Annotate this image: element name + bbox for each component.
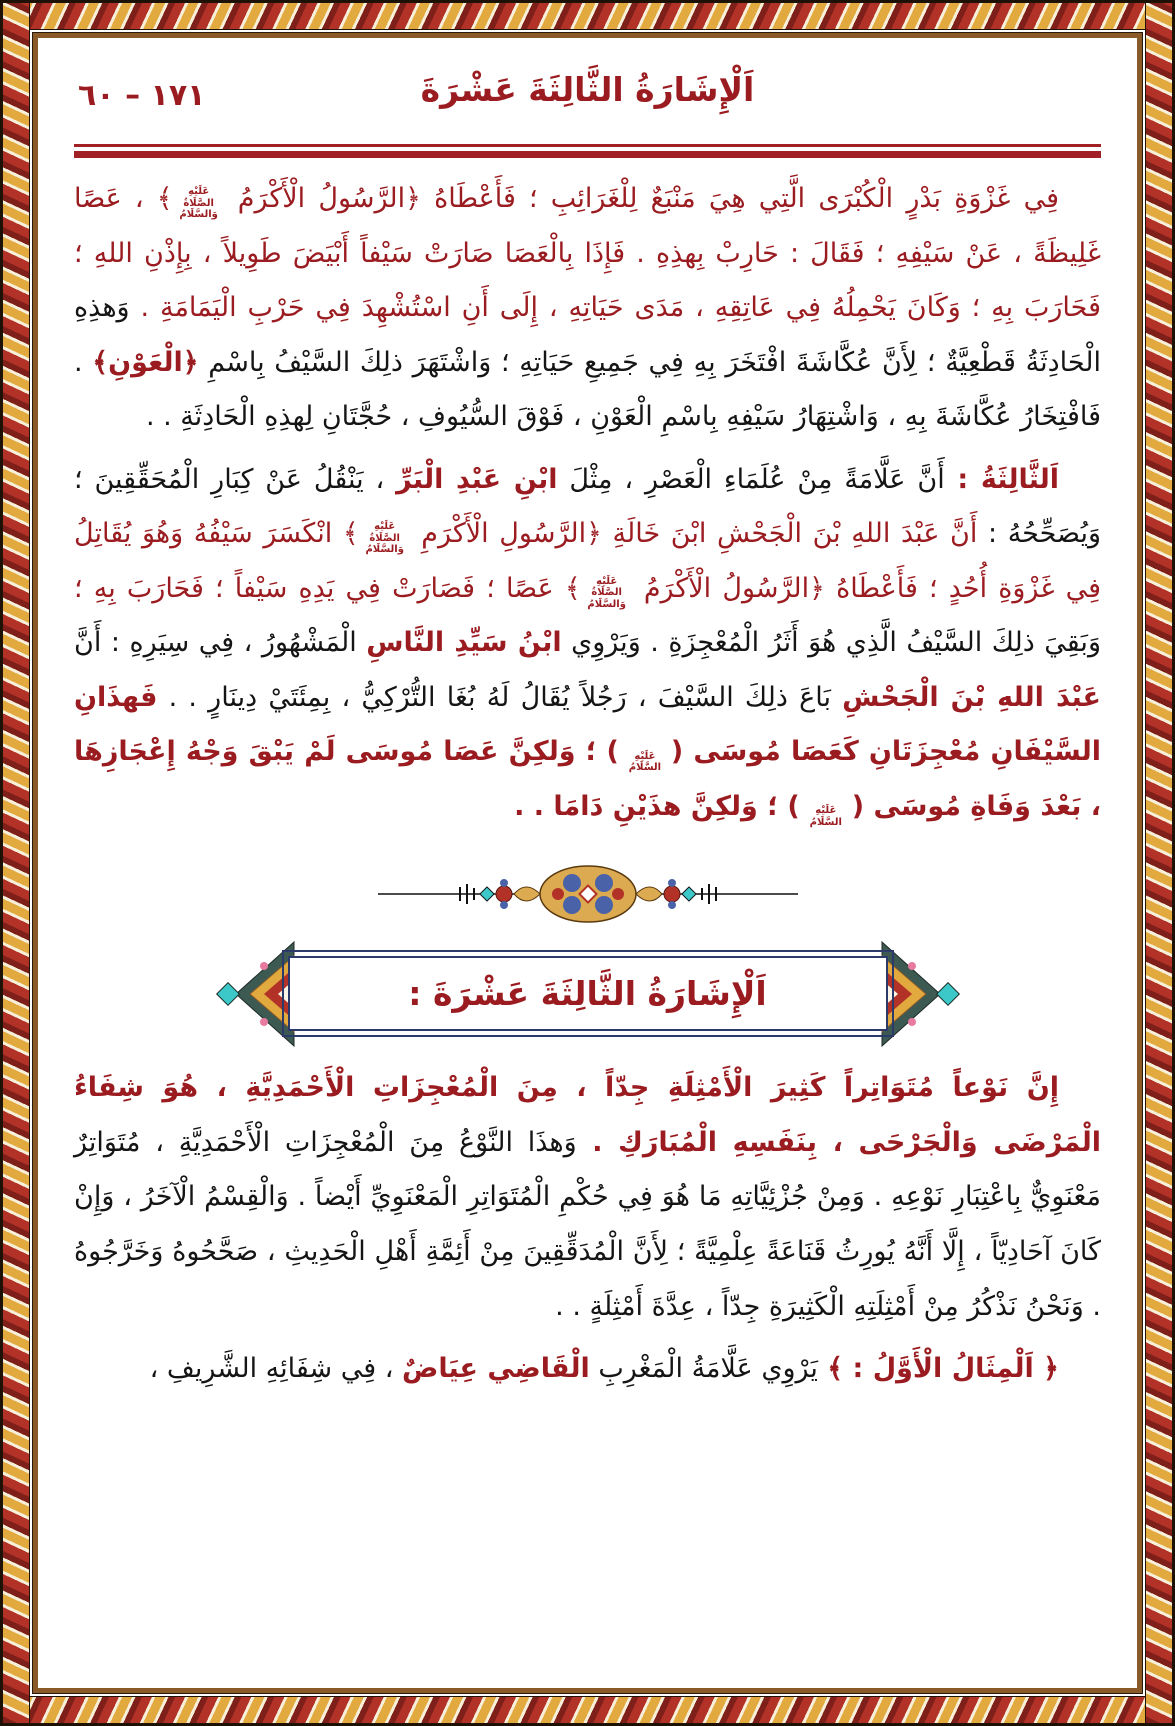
floral-finial-icon: [212, 936, 296, 1052]
text-segment: ﴿ اَلْمِثَالُ الْأَوَّلُ : ﴾: [817, 1353, 1059, 1385]
text-segment: فَهذَانِ السَّيْفَانِ مُعْجِزَتَانِ كَعَصَا مُوسَى (: [74, 681, 1101, 768]
text-segment: الْقَاضِي عِيَاضٌ: [402, 1353, 590, 1385]
page-number: ١٧١ – ٦٠: [78, 78, 206, 113]
body-text-lower: [74, 1061, 1101, 1396]
divider-ornament-icon: [373, 862, 803, 926]
section-heading-box: [288, 956, 888, 1031]
text-segment: أَنَّ عَبْدَ اللهِ بْنَ الْجَحْشِ ابْنَ خَالَةِ ﴿الرَّسُولِ الْأَكْرَمِ: [410, 518, 978, 550]
text-segment: ابْنِ عَبْدِ الْبَرِّ: [396, 463, 558, 495]
text-segment: وَهذِهِ الْحَادِثَةُ قَطْعِيَّةٌ ؛ لِأَنَّ عُكَّاشَةَ افْتَخَرَ بِهِ فِي جَمِيعِ حَيَاتِهِ ؛ وَاشْتَهَرَ ذلِكَ السَّيْفُ بِاسْمِ: [74, 292, 1101, 378]
text-segment: إِنَّ نَوْعاً مُتَوَاتِراً كَثِيرَ الْأَمْثِلَةِ جِدّاً ، مِنَ الْمُعْجِزَاتِ الْأَحْمَدِيَّةِ ، هُوَ شِفَاءُ الْمَرْضَى وَالْجَرْحَى ، بِنَفَسِهِ الْمُبَارَكِ .: [74, 1072, 1101, 1158]
text-segment: ، فِي شِفَائِهِ الشَّرِيفِ ،: [149, 1353, 403, 1385]
blessing-seal: عَلَيْهِ السَّلَامُ: [628, 750, 662, 774]
blessing-seal: عَلَيْهِ الصَّلَاةُ وَالسَّلَامُ: [365, 521, 404, 556]
text-segment: فِي غَزْوَةِ بَدْرٍ الْكُبْرَى الَّتِي هِيَ مَنْبَعٌ لِلْغَرَائِبِ ؛ فَأَعْطَاهُ ﴿الرَّسُولُ الْأَكْرَمُ: [224, 183, 1059, 214]
page-header: [74, 66, 1101, 132]
section-heading-title: اَلْإِشَارَةُ الثَّالِثَةَ عَشْرَةَ :: [288, 956, 888, 1031]
text-segment: الْمَشْهُورُ ، فِي سِيَرِهِ : أَنَّ: [74, 627, 367, 659]
braid-border-right: [1145, 2, 1173, 1724]
blessing-seal: عَلَيْهِ الصَّلَاةُ وَالسَّلَامُ: [587, 575, 626, 610]
text-segment: عَبْدَ اللهِ بْنَ الْجَحْشِ: [842, 681, 1101, 713]
paragraph: [74, 1061, 1101, 1334]
text-segment: بَاعَ ذلِكَ السَّيْفَ ، رَجُلاً يُقَالُ لَهُ بُغَا التُّرْكِيُّ ، بِمِئَتَيْ دِينَارٍ . .: [157, 681, 843, 713]
blessing-seal: عَلَيْهِ الصَّلَاةُ وَالسَّلَامُ: [179, 186, 218, 220]
text-segment: ﴿الْعَوْنِ﴾: [92, 346, 199, 378]
braid-border-left: [2, 2, 30, 1724]
page-title: اَلْإِشَارَةُ الثَّالِثَةَ عَشْرَةَ: [420, 70, 755, 109]
braid-border-bottom: [2, 1696, 1173, 1724]
header-rule-thin: [74, 144, 1101, 147]
text-segment: ) ؛ وَلكِنَّ عَصَا مُوسَى لَمْ يَبْقَ وَجْهُ إِعْجَازِهَا ، بَعْدَ وَفَاةِ مُوسَى (: [74, 736, 1101, 822]
text-segment: ابْنُ سَيِّدِ النَّاسِ: [366, 627, 562, 659]
text-segment: ﴾ عَصًا ؛ فَصَارَتْ فِي يَدِهِ سَيْفاً ؛ فَحَارَبَ بِهِ ؛: [74, 572, 581, 604]
text-segment: أَنَّ عَلَّامَةً مِنْ عُلَمَاءِ الْعَصْرِ ، مِثْلَ: [557, 463, 945, 495]
braid-border-top: [2, 2, 1173, 30]
paragraph: [74, 1342, 1101, 1397]
text-segment: اَلثَّالِثَةُ :: [944, 463, 1060, 495]
text-segment: . فَافْتِخَارُ عُكَّاشَةَ بِهِ ، وَاشْتِهَارُ سَيْفِهِ بِاسْمِ الْعَوْنِ ، فَوْقَ السُّيُوفِ ، حُجَّتَانِ لِهذِهِ الْحَادِثَةِ . .: [74, 346, 1101, 433]
blessing-seal: عَلَيْهِ السَّلَامُ: [809, 805, 842, 828]
text-segment: يَرْوِي عَلَّامَةُ الْمَغْرِبِ: [589, 1353, 818, 1385]
text-segment: ) ؛ وَلكِنَّ هذَيْنِ دَامَا . .: [514, 790, 800, 822]
text-segment: ﴾ ، عَصًا غَلِيظَةً ، عَنْ سَيْفِهِ ؛ فَقَالَ : حَارِبْ بِهذِهِ . فَإِذَا بِالْعَصَا صَارَتْ سَيْفاً أَبْيَضَ طَوِيلاً ، بِإِذْنِ اللهِ ؛ فَحَارَبَ بِهِ ؛ وَكَانَ يَحْمِلُهُ فِي عَاتِقِهِ ، مَدَى حَيَاتِهِ ، إِلَى أَنِ اسْتُشْهِدَ فِي حَرْبِ الْيَمَامَةِ .: [74, 183, 1101, 324]
paragraph: [74, 453, 1101, 835]
paragraph: [74, 172, 1101, 445]
text-segment: ﴾ انْكَسَرَ سَيْفُهُ وَهُوَ يُقَاتِلُ فِي غَزْوَةِ أُحُدٍ ؛ فَأَعْطَاهُ ﴿الرَّسُولُ الْأَكْرَمُ: [74, 518, 1102, 604]
header-rule-thick: [74, 151, 1101, 158]
floral-finial-icon: [880, 936, 964, 1052]
text-segment: وَبَقِيَ ذلِكَ السَّيْفُ الَّذِي هُوَ أَثَرُ الْمُعْجِزَةِ . وَيَرْوِي: [561, 627, 1101, 659]
text-segment: ، يَنْقُلُ عَنْ كِبَارِ الْمُحَقِّقِينَ ؛ وَيُصَحِّحُهُ :: [74, 463, 1101, 550]
header-rule: [74, 144, 1101, 158]
section-divider: [74, 862, 1101, 930]
body-text-upper: [74, 172, 1101, 834]
text-segment: وَهذَا النَّوْعُ مِنَ الْمُعْجِزَاتِ الْأَحْمَدِيَّةِ ، مُتَوَاتِرٌ مَعْنَوِيٌّ بِاعْتِبَارِ نَوْعِهِ . وَمِنْ جُزْئِيَّاتِهِ مَا هُوَ فِي حُكْمِ الْمُتَوَاتِرِ الْمَعْنَوِيِّ أَيْضاً . وَالْقِسْمُ الْآخَرُ ، وَإِنْ كَانَ آحَادِيّاً ، إِلَّا أَنَّهُ يُورِثُ قَنَاعَةً عِلْمِيَّةً ؛ لِأَنَّ الْمُدَقِّقِينَ مِنْ أَئِمَّةِ أَهْلِ الْحَدِيثِ ، صَحَّحُوهُ وَخَرَّجُوهُ . وَنَحْنُ نَذْكُرُ مِنْ أَمْثِلَتِهِ الْكَثِيرَةِ جِدّاً ، عِدَّةَ أَمْثِلَةٍ . .: [74, 1126, 1101, 1322]
page-content: [40, 40, 1135, 1686]
